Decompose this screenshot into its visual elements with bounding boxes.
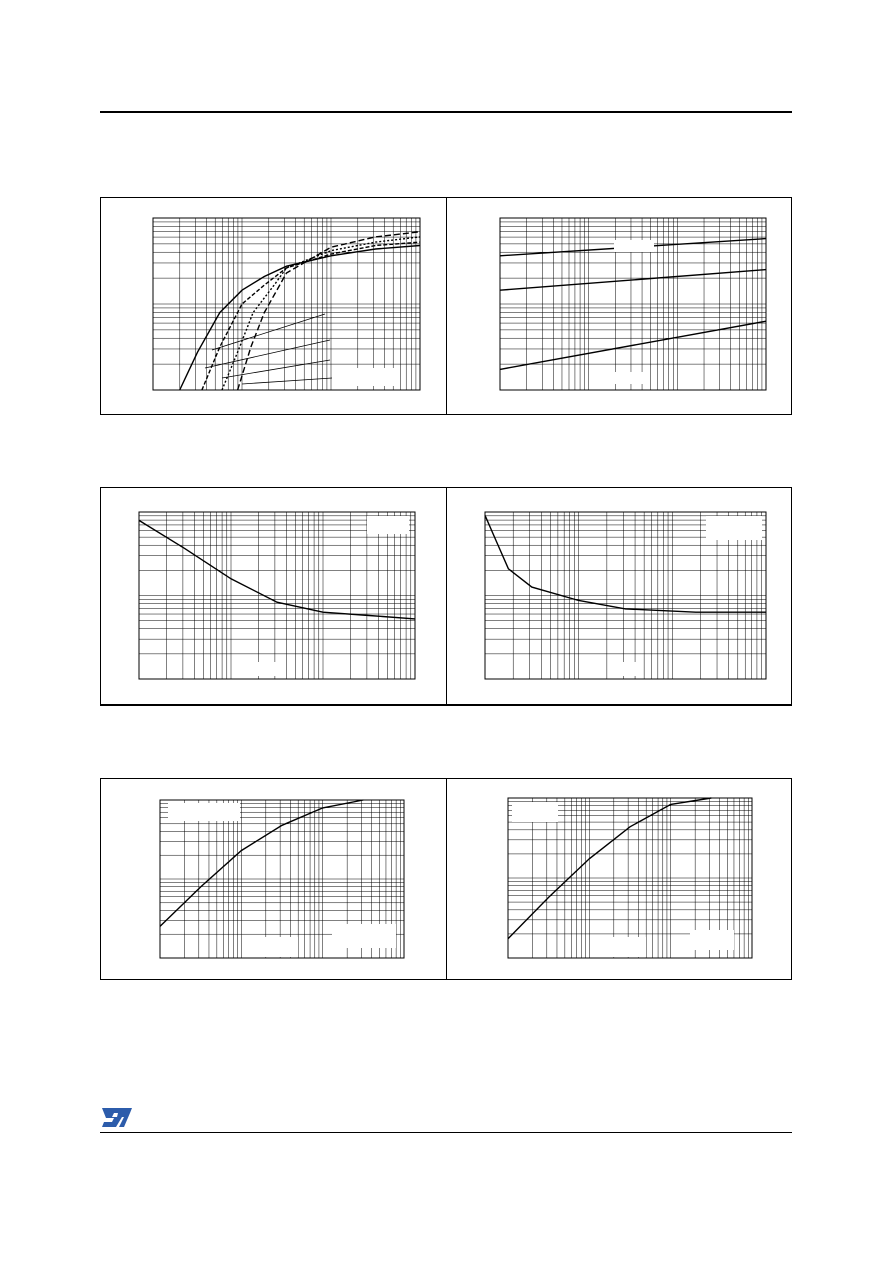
- chart-4: [485, 512, 766, 679]
- legend-box: [608, 937, 646, 957]
- chart-2: [500, 218, 766, 390]
- legend-box: [255, 662, 281, 676]
- legend-box: [706, 516, 762, 540]
- legend-box: [367, 516, 409, 534]
- chart-6: [508, 798, 752, 958]
- chart-5: [160, 800, 404, 958]
- legend-box: [168, 803, 240, 821]
- legend-box: [352, 368, 394, 386]
- st-logo: [100, 1105, 134, 1129]
- legend-box: [512, 802, 558, 822]
- chart-1: [153, 218, 420, 390]
- legend-box: [332, 924, 396, 948]
- legend-box: [614, 240, 654, 252]
- chart-3: [139, 512, 415, 679]
- footer-rule: [100, 1132, 792, 1133]
- legend-box: [614, 372, 650, 384]
- legend-box: [690, 930, 734, 950]
- legend-box: [262, 937, 298, 957]
- legend-box: [612, 662, 642, 676]
